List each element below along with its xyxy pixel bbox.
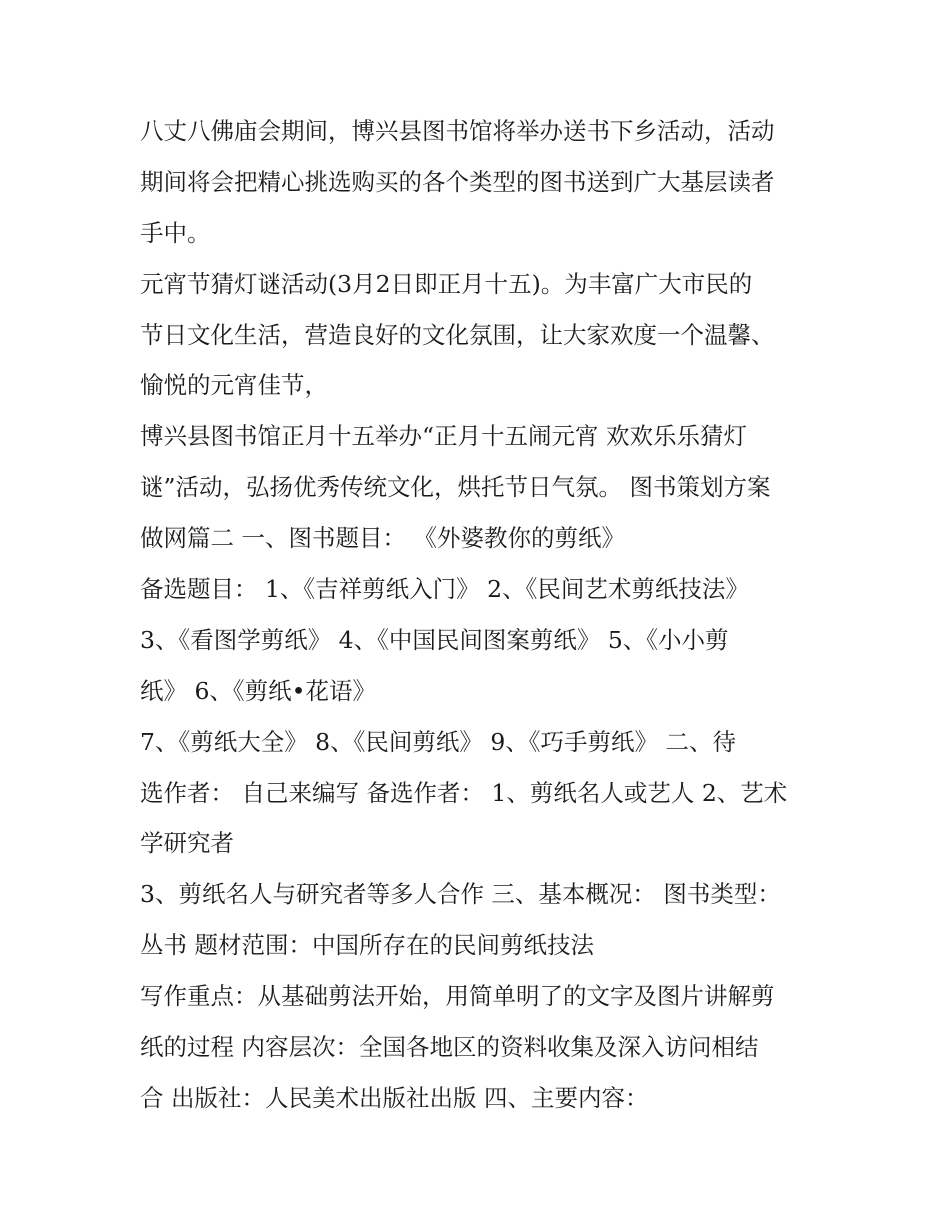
text-line: 选作者： 自己来编写 备选作者： 1、剪纸名人或艺人 2、艺术 bbox=[140, 778, 788, 807]
text-line: 谜”活动，弘扬优秀传统文化，烘托节日气氛。 图书策划方案 bbox=[140, 473, 771, 502]
text-line: 写作重点：从基础剪法开始，用简单明了的文字及图片讲解剪 bbox=[140, 982, 775, 1011]
text-line: 学研究者 bbox=[140, 829, 234, 858]
text-line: 丛书 题材范围：中国所存在的民间剪纸技法 bbox=[140, 931, 594, 960]
body-text bbox=[140, 106, 830, 1124]
text-line: 3、剪纸名人与研究者等多人合作 三、基本概况： 图书类型： bbox=[140, 880, 781, 909]
text-line: 元宵节猜灯谜活动(3月2日即正月十五)。为丰富广大市民的 bbox=[140, 269, 753, 298]
text-line: 愉悦的元宵佳节， bbox=[140, 371, 328, 400]
text-line: 合 出版社：人民美术出版社出版 四、主要内容： bbox=[140, 1083, 649, 1112]
text-line: 3、《看图学剪纸》 4、《中国民间图案剪纸》 5、《小小剪 bbox=[140, 625, 729, 654]
text-line: 八丈八佛庙会期间，博兴县图书馆将举办送书下乡活动，活动 bbox=[140, 117, 775, 145]
text-line: 手中。 bbox=[140, 218, 211, 247]
text-line: 纸的过程 内容层次：全国各地区的资料收集及深入访问相结 bbox=[140, 1033, 759, 1062]
text-line: 7、《剪纸大全》 8、《民间剪纸》 9、《巧手剪纸》 二、待 bbox=[140, 727, 737, 756]
text-line: 博兴县图书馆正月十五举办“正月十五闹元宵 欢欢乐乐猜灯 bbox=[140, 422, 747, 451]
text-line: 期间将会把精心挑选购买的各个类型的图书送到广大基层读者 bbox=[140, 167, 775, 196]
text-line: 备选题目： 1、《吉祥剪纸入门》 2、《民间艺术剪纸技法》 bbox=[140, 575, 749, 604]
text-line: 纸》 6、《剪纸•花语》 bbox=[140, 676, 377, 705]
text-line: 节日文化生活，营造良好的文化氛围，让大家欢度一个温馨、 bbox=[140, 320, 775, 349]
text-line: 做网篇二 一、图书题目： 《外婆教你的剪纸》 bbox=[140, 524, 625, 553]
